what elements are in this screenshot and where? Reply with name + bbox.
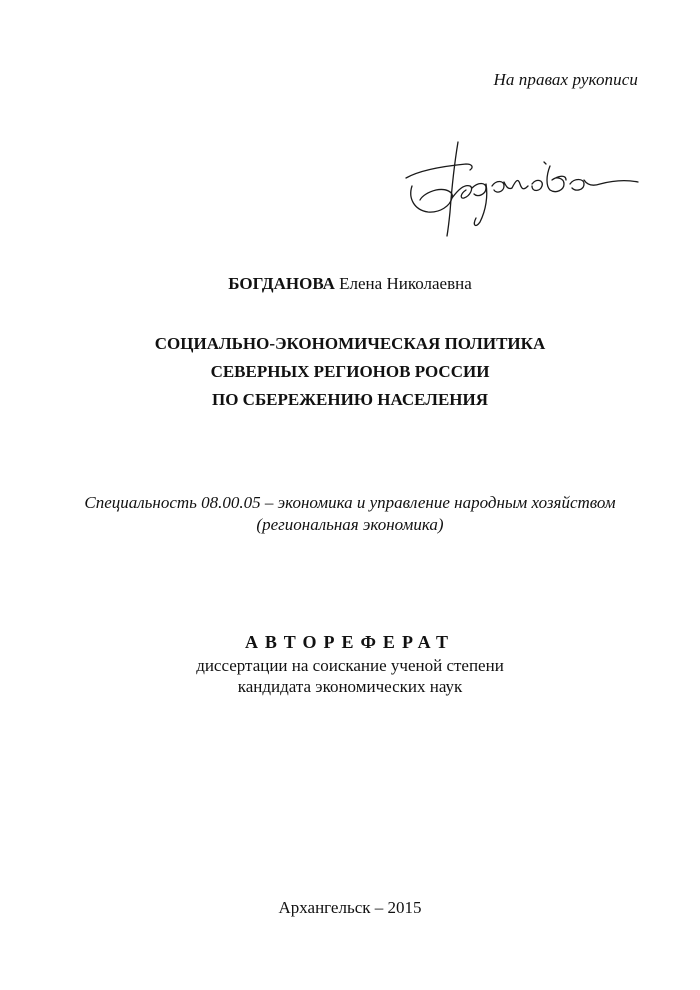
dissertation-title bbox=[0, 330, 700, 414]
abstract-block bbox=[0, 632, 700, 697]
specialty-line-1: Специальность 08.00.05 – экономика и управление народным хозяйством bbox=[84, 493, 616, 512]
city-year: Архангельск – 2015 bbox=[278, 898, 422, 917]
rights-note: На правах рукописи bbox=[493, 70, 638, 89]
abstract-line-1: диссертации на соискание ученой степени bbox=[196, 656, 504, 675]
title-line-2: СЕВЕРНЫХ РЕГИОНОВ РОССИИ bbox=[210, 362, 490, 381]
author-surname: БОГДАНОВА bbox=[228, 274, 335, 293]
title-line-3: ПО СБЕРЕЖЕНИЮ НАСЕЛЕНИЯ bbox=[211, 390, 489, 409]
author-name bbox=[0, 274, 700, 294]
author-given-names: Елена Николаевна bbox=[339, 274, 472, 293]
title-line-1: СОЦИАЛЬНО-ЭКОНОМИЧЕСКАЯ ПОЛИТИКА bbox=[154, 334, 546, 353]
abstract-heading: АВТОРЕФЕРАТ bbox=[244, 632, 456, 652]
specialty-block bbox=[0, 492, 700, 536]
handwritten-signature bbox=[400, 140, 640, 240]
abstract-line-2: кандидата экономических наук bbox=[237, 677, 463, 696]
specialty-line-2: (региональная экономика) bbox=[256, 515, 444, 534]
